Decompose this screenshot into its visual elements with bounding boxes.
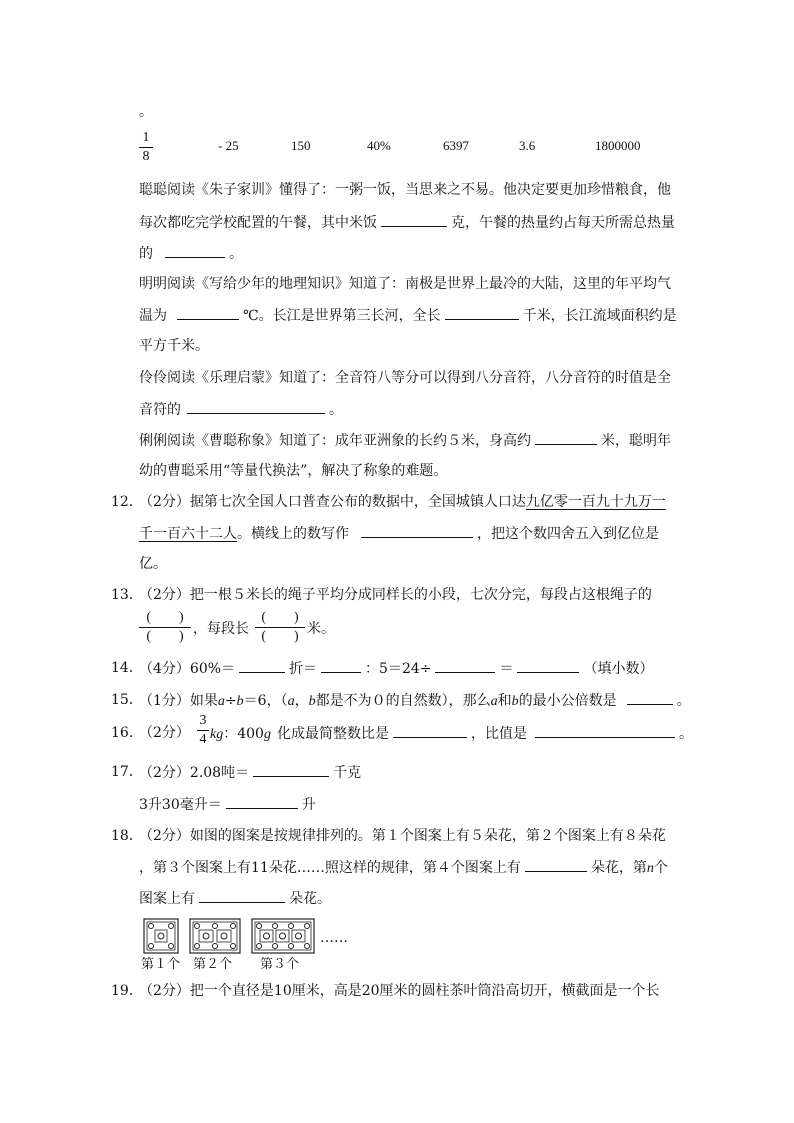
number-3-6: 3.6 xyxy=(519,138,536,153)
q16-prefix: （2分） xyxy=(139,725,190,741)
number-neg25: - 25 xyxy=(218,138,239,153)
q15-line: （1分）如果a÷b＝6，（a，b都是不为０的自然数），那么a和b的最小公倍数是 。 xyxy=(139,690,691,712)
q13-mid-text: ，每段长 xyxy=(193,621,249,637)
answer-blank[interactable] xyxy=(177,305,239,320)
answer-blank[interactable] xyxy=(535,430,597,445)
pattern-caption-3: 第３个 xyxy=(260,957,300,972)
mingming-line2: 温为 ℃。长江是世界第三长河，全长 千米，长江流域面积约是 xyxy=(139,305,677,326)
answer-blank[interactable] xyxy=(445,305,519,320)
q12-line1: （2分）据第七次全国人口普查公布的数据中，全国城镇人口达九亿零一百九十九万一 xyxy=(139,494,666,510)
answer-blank[interactable] xyxy=(435,658,495,673)
congcong-line3: 的 。 xyxy=(139,243,243,264)
mingming-line3: 平方千米。 xyxy=(139,338,209,354)
answer-blank[interactable] xyxy=(165,243,225,258)
answer-blank[interactable] xyxy=(381,212,447,227)
congcong-line2: 每次都吃完学校配置的午餐，其中米饭 克，午餐的热量约占每天所需总热量 xyxy=(139,212,675,233)
lingling-line1: 伶伶阅读《乐理启蒙》知道了：全音符八等分可以得到八分音符，八分音符的时值是全 xyxy=(139,370,671,386)
q16-number: 16． xyxy=(111,725,143,741)
lili-line2: 幼的曹聪采用“等量代换法”，解决了称象的难题。 xyxy=(139,463,448,479)
pattern-caption-1: 第１个 xyxy=(141,957,181,972)
q18-line1: （2分）如图的图案是按规律排列的。第１个图案上有５朵花，第２个图案上有８朵花 xyxy=(139,828,666,844)
number-1800000: 1800000 xyxy=(595,138,641,153)
q18-line3: 图案上有 朵花。 xyxy=(139,888,331,909)
q16-fraction: 3 4 xyxy=(197,713,209,748)
q13-number: 13． xyxy=(111,587,143,603)
answer-blank[interactable] xyxy=(226,794,298,809)
q17-number: 17． xyxy=(111,764,143,780)
answer-blank[interactable] xyxy=(253,762,329,777)
number-40pct: 40% xyxy=(367,138,391,153)
answer-blank[interactable] xyxy=(525,857,587,872)
q13-end-text: 米。 xyxy=(307,621,335,637)
number-150: 150 xyxy=(291,138,311,153)
q17-line2: 3升30毫升＝ 升 xyxy=(139,794,316,815)
q17-line1: （2分）2.08吨＝ 千克 xyxy=(139,762,361,783)
number-6397: 6397 xyxy=(443,138,469,153)
q12-line2: 千一百六十二人。横线上的数写作 ，把这个数四舍五入到亿位是 xyxy=(139,523,659,544)
pattern-figure-2 xyxy=(189,918,241,954)
q18-number: 18． xyxy=(111,828,143,844)
answer-blank[interactable] xyxy=(535,723,675,738)
answer-blank[interactable] xyxy=(361,523,473,538)
fraction-one-eighth: 1 8 xyxy=(139,130,153,165)
answer-blank[interactable] xyxy=(627,690,673,705)
answer-blank[interactable] xyxy=(239,658,285,673)
lingling-line2: 音符的 。 xyxy=(139,399,343,420)
q19-number: 19． xyxy=(111,983,143,999)
answer-blank[interactable] xyxy=(321,658,361,673)
q13-fraction-blank[interactable]: ( ) ( ) xyxy=(139,610,191,645)
top-dot: 。 xyxy=(139,104,153,120)
congcong-line1: 聪聪阅读《朱子家训》懂得了：一粥一饭，当思来之不易。他决定要更加珍惜粮食，他 xyxy=(139,182,671,198)
pattern-figure-1 xyxy=(143,918,179,954)
q12-number: 12． xyxy=(111,494,143,510)
q14-line: （4分）60%＝ 折＝ ：5＝24÷ ＝ （填小数） xyxy=(139,658,653,679)
pattern-caption-2: 第２个 xyxy=(193,957,233,972)
q13-fraction-blank[interactable]: ( ) ( ) xyxy=(255,610,305,645)
pattern-figure-3 xyxy=(251,918,315,954)
lili-line1: 俐俐阅读《曹聪称象》知道了：成年亚洲象的长约５米，身高约 米，聪明年 xyxy=(139,430,671,451)
q13-line1: （2分）把一根５米长的绳子平均分成同样长的小段，七次分完，每段占这根绳子的 xyxy=(139,587,652,603)
q18-line2: ，第３个图案上有11朵花……照这样的规律，第４个图案上有 朵花，第n个 xyxy=(139,857,668,879)
q16-line: kg：400g 化成最简整数比是 ，比值是 。 xyxy=(210,723,693,745)
q15-number: 15． xyxy=(111,692,143,708)
answer-blank[interactable] xyxy=(517,658,579,673)
answer-blank[interactable] xyxy=(393,723,467,738)
answer-blank[interactable] xyxy=(199,888,285,903)
q19-line1: （2分）把一个直径是10厘米，高是20厘米的圆柱茶叶筒沿高切开，横截面是一个长 xyxy=(139,983,660,999)
mingming-line1: 明明阅读《写给少年的地理知识》知道了：南极是世界上最冷的大陆，这里的年平均气 xyxy=(139,276,671,292)
q14-number: 14． xyxy=(111,660,143,676)
answer-blank[interactable] xyxy=(187,399,325,414)
q12-line3: 亿。 xyxy=(139,556,167,572)
pattern-ellipsis: …… xyxy=(320,930,348,946)
